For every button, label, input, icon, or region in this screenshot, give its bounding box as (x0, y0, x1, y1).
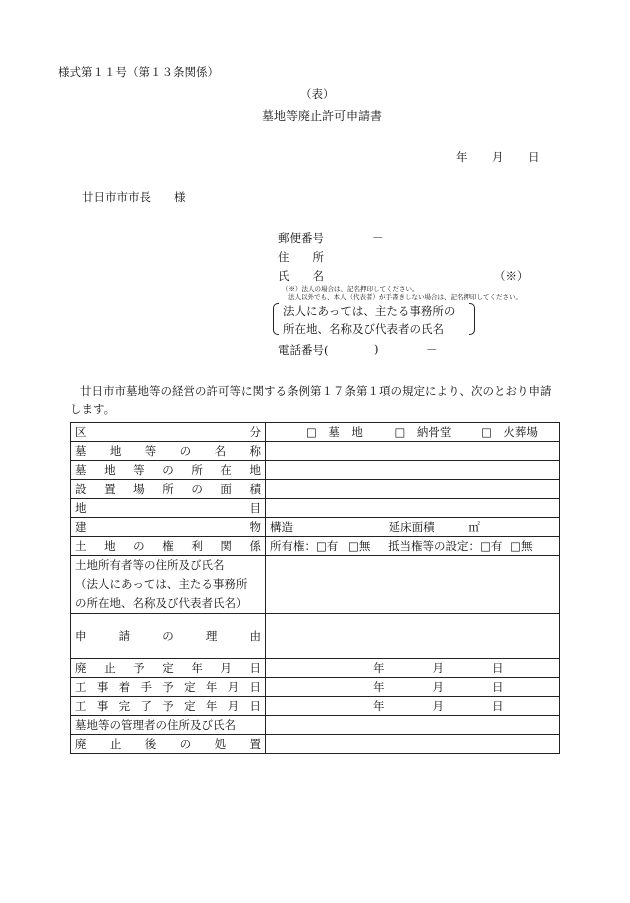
name-input[interactable] (266, 442, 560, 461)
row-label-area: 設 置 場 所 の 面 積 (71, 480, 266, 499)
disposal-input[interactable] (266, 735, 560, 754)
form-number: 様式第１１号（第１３条関係） (58, 65, 219, 79)
table-row (71, 423, 560, 442)
table-row (71, 614, 560, 659)
table-row (71, 480, 560, 499)
location-input[interactable] (266, 461, 560, 480)
table-row (71, 499, 560, 518)
corp-brace-left (273, 303, 279, 335)
floor-area-unit: ㎡ (468, 520, 480, 534)
land-rights-options[interactable] (266, 537, 560, 556)
area-input[interactable] (266, 480, 560, 499)
phone-dash: － (426, 343, 438, 357)
row-label-location: 墓 地 等 の 所 在 地 (71, 461, 266, 480)
row-label-reason: 申 請 の 理 由 (71, 614, 266, 659)
postal-dash: － (372, 231, 384, 245)
table-row (71, 659, 560, 678)
row-label-disposal: 廃 止 後 の 処 置 (71, 735, 266, 754)
note-1: （※）法人の場合は、記名押印してください。 (282, 285, 419, 293)
table-row (71, 537, 560, 556)
mortgage-no[interactable]: □無 (510, 539, 533, 553)
landowner-input[interactable] (266, 556, 560, 614)
application-table (70, 422, 560, 754)
ownership-yes[interactable]: □有 (316, 539, 339, 553)
page-title: 墓地等廃止許可申請書 (262, 109, 383, 123)
table-row (71, 518, 560, 537)
phone-close: ) (374, 342, 379, 356)
corp-brace-right (469, 303, 475, 335)
row-label-category: 区 分 (71, 423, 266, 442)
structure-label: 構造 (270, 520, 293, 534)
row-label-land-category: 地 目 (71, 499, 266, 518)
row-label-land-rights: 土 地 の 権 利 関 係 (71, 537, 266, 556)
building-input[interactable] (266, 518, 560, 537)
ownership-label: 所有権： (270, 539, 316, 553)
intro-line2: します。 (70, 402, 116, 416)
manager-input[interactable] (266, 716, 560, 735)
name-mark: （※） (494, 269, 529, 283)
start-date-input[interactable]: 年 月 日 (266, 678, 560, 697)
row-label-landowner: 土地所有者等の住所及び氏名 （法人にあっては、主たる事務所 の所在地、名称及び代表者氏名） (71, 556, 266, 614)
table-row (71, 716, 560, 735)
mortgage-yes[interactable]: □有 (480, 539, 503, 553)
floor-area-label: 延床面積 (388, 520, 435, 534)
ownership-no[interactable]: □無 (348, 539, 371, 553)
date-day: 日 (528, 150, 540, 164)
row-label-end-date: 工 事 完 了 予 定 年 月 日 (71, 697, 266, 716)
name-label: 氏 名 (278, 269, 324, 283)
table-row (71, 556, 560, 614)
mortgage-label: 抵当権等の設定： (388, 539, 481, 553)
addressee: 廿日市市市長 様 (82, 190, 186, 204)
category-options[interactable] (266, 423, 560, 442)
table-row (71, 697, 560, 716)
table-row (71, 678, 560, 697)
row-label-building: 建 物 (71, 518, 266, 537)
table-row (71, 735, 560, 754)
address-label: 住 所 (278, 250, 324, 264)
date-month: 月 (492, 150, 504, 164)
side-label: （表） (300, 87, 335, 101)
phone-label: 電話番号( (278, 343, 329, 357)
table-row (71, 442, 560, 461)
date-year: 年 (456, 150, 468, 164)
option-cemetery[interactable]: □ 墓 地 (306, 425, 363, 439)
row-label-start-date: 工 事 着 手 予 定 年 月 日 (71, 678, 266, 697)
option-ossuary[interactable]: □ 納骨堂 (394, 425, 452, 439)
row-label-manager: 墓地等の管理者の住所及び氏名 (71, 716, 266, 735)
land-category-input[interactable] (266, 499, 560, 518)
abolish-date-input[interactable]: 年 月 日 (266, 659, 560, 678)
corp-note-line1: 法人にあっては、主たる事務所の (283, 304, 456, 318)
postal-label: 郵便番号 (278, 231, 324, 245)
row-label-name: 墓 地 等 の 名 称 (71, 442, 266, 461)
note-2: 法人以外でも、本人（代表者）が手書きしない場合は、記名押印してください。 (288, 293, 522, 301)
option-crematorium[interactable]: □ 火葬場 (481, 425, 538, 439)
reason-input[interactable] (266, 614, 560, 659)
intro-line1: 廿日市市墓地等の経営の許可等に関する条例第１７条第１項の規定により、次のとおり申請 (80, 384, 552, 398)
table-row (71, 461, 560, 480)
corp-note-line2: 所在地、名称及び代表者の氏名 (283, 322, 444, 336)
end-date-input[interactable]: 年 月 日 (266, 697, 560, 716)
row-label-abolish-date: 廃 止 予 定 年 月 日 (71, 659, 266, 678)
